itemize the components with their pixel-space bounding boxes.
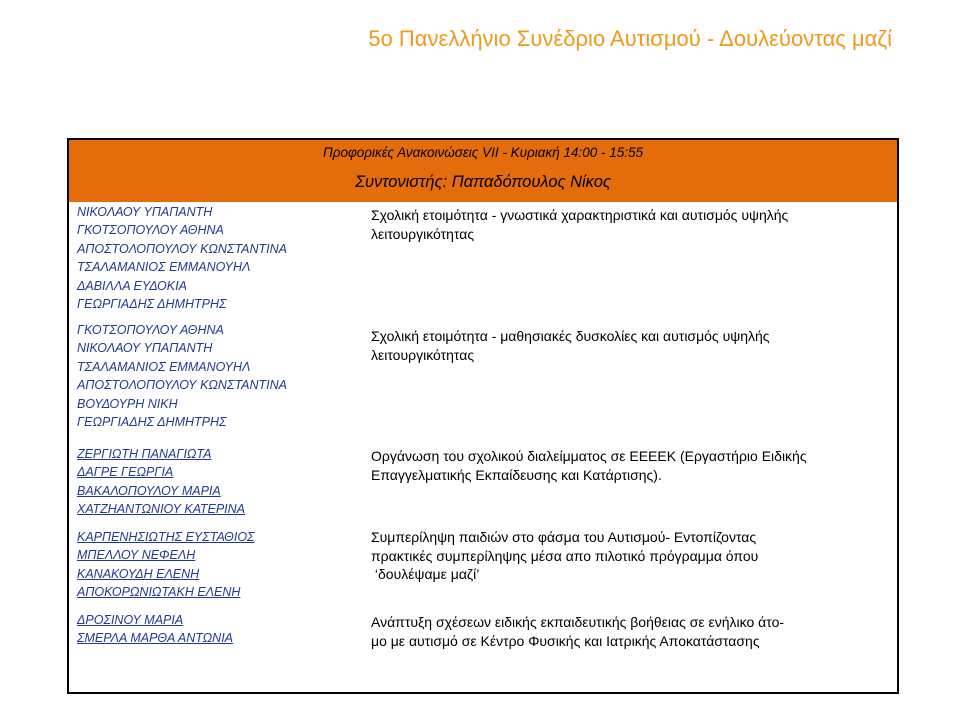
author-name: ΓΕΩΡΓΙΑΔΗΣ ΔΗΜΗΤΡΗΣ [77, 297, 227, 312]
topic-line: λειτουργικότητας [371, 346, 475, 363]
topic-line: λειτουργικότητας [371, 225, 475, 242]
presentation-topic [371, 528, 891, 584]
topic-line: Συμπερίληψη παιδιών στο φάσμα του Αυτισμού- Εντοπίζοντας [371, 529, 757, 545]
presentation-topic [371, 447, 891, 484]
author-name: ΤΣΑΛΑΜΑΝΙΟΣ ΕΜΜΑΝΟΥΗΛ [77, 359, 251, 374]
author-name: ΓΕΩΡΓΙΑΔΗΣ ΔΗΜΗΤΡΗΣ [77, 415, 227, 430]
authors-list [77, 203, 287, 313]
topic-line: ‘δουλέψαμε μαζί’ [371, 566, 480, 582]
authors-list [77, 611, 233, 648]
author-name: ΔΑΒΙΛΛΑ ΕΥΔΟΚΙΑ [77, 278, 187, 293]
author-name: ΑΠΟΣΤΟΛΟΠΟΥΛΟΥ ΚΩΝΣΤΑΝΤΙΝΑ [77, 378, 287, 393]
topic-line: Επαγγελματικής Εκπαίδευσης και Κατάρτισης). [371, 466, 662, 483]
session-table [67, 138, 899, 694]
author-name: ΝΙΚΟΛΑΟΥ ΥΠΑΠΑΝΤΗ [77, 341, 213, 356]
author-name: ΤΣΑΛΑΜΑΝΙΟΣ ΕΜΜΑΝΟΥΗΛ [77, 260, 251, 275]
author-name: ΑΠΟΚΟΡΩΝΙΩΤΑΚΗ ΕΛΕΝΗ [77, 585, 241, 600]
session-header [69, 140, 897, 202]
author-name: ΖΕΡΓΙΩΤΗ ΠΑΝΑΓΙΩΤΑ [77, 447, 212, 461]
authors-list [77, 528, 255, 602]
topic-line: Ανάπτυξη σχέσεων ειδικής εκπαιδευτικής βοήθειας σε ενήλικο άτο- [371, 614, 785, 630]
author-name: ΚΑΡΠΕΝΗΣΙΩΤΗΣ ΕΥΣΤΑΘΙΟΣ [77, 530, 255, 544]
page-title: 5ο Πανελλήνιο Συνέδριο Αυτισμού - Δουλεύοντας μαζί [368, 26, 892, 51]
author-name: ΒΑΚΑΛΟΠΟΥΛΟΥ ΜΑΡΙΑ [77, 483, 221, 498]
topic-line: Οργάνωση του σχολικού διαλείμματος σε ΕΕΕΕΚ (Εργαστήριο Ειδικής [371, 448, 807, 464]
presentation-topic [371, 327, 891, 364]
author-name: ΓΚΟΤΣΟΠΟΥΛΟΥ ΑΘΗΝΑ [77, 323, 224, 337]
presentation-topic [371, 206, 891, 243]
author-name: ΓΚΟΤΣΟΠΟΥΛΟΥ ΑΘΗΝΑ [77, 223, 224, 238]
presentation-topic [371, 613, 891, 650]
topic-line: πρακτικές συμπερίληψης μέσα απο πιλοτικό πρόγραμμα όπου [371, 547, 759, 564]
author-name: ΔΑΓΡΕ ΓΕΩΡΓΙΑ [77, 465, 174, 480]
author-name: ΝΙΚΟΛΑΟΥ ΥΠΑΠΑΝΤΗ [77, 205, 213, 219]
author-name: ΚΑΝΑΚΟΥΔΗ ΕΛΕΝΗ [77, 566, 200, 581]
author-name: ΧΑΤΖΗΑΝΤΩΝΙΟΥ ΚΑΤΕΡΙΝΑ [77, 502, 246, 517]
authors-list [77, 321, 287, 431]
author-name: ΑΠΟΣΤΟΛΟΠΟΥΛΟΥ ΚΩΝΣΤΑΝΤΙΝΑ [77, 241, 287, 256]
author-name: ΒΟΥΔΟΥΡΗ ΝΙΚΗ [77, 396, 178, 411]
session-coordinator: Συντονιστής: Παπαδόπουλος Νίκος [355, 173, 611, 191]
topic-line: μο με αυτισμό σε Κέντρο Φυσικής και Ιατρικής Αποκατάστασης [371, 632, 760, 649]
authors-list [77, 445, 245, 519]
topic-line: Σχολική ετοιμότητα - γνωστικά χαρακτηριστικά και αυτισμός υψηλής [371, 207, 789, 223]
author-name: ΔΡΟΣΙΝΟΥ ΜΑΡΙΑ [77, 613, 184, 627]
topic-line: Σχολική ετοιμότητα - μαθησιακές δυσκολίες και αυτισμός υψηλής [371, 328, 770, 344]
author-name: ΣΜΕΡΛΑ ΜΑΡΘΑ ΑΝΤΩΝΙΑ [77, 631, 234, 646]
author-name: ΜΠΕΛΛΟΥ ΝΕΦΕΛΗ [77, 548, 196, 563]
session-title: Προφορικές Ανακοινώσεις VII - Κυριακή 14:00 - 15:55 [322, 145, 644, 160]
